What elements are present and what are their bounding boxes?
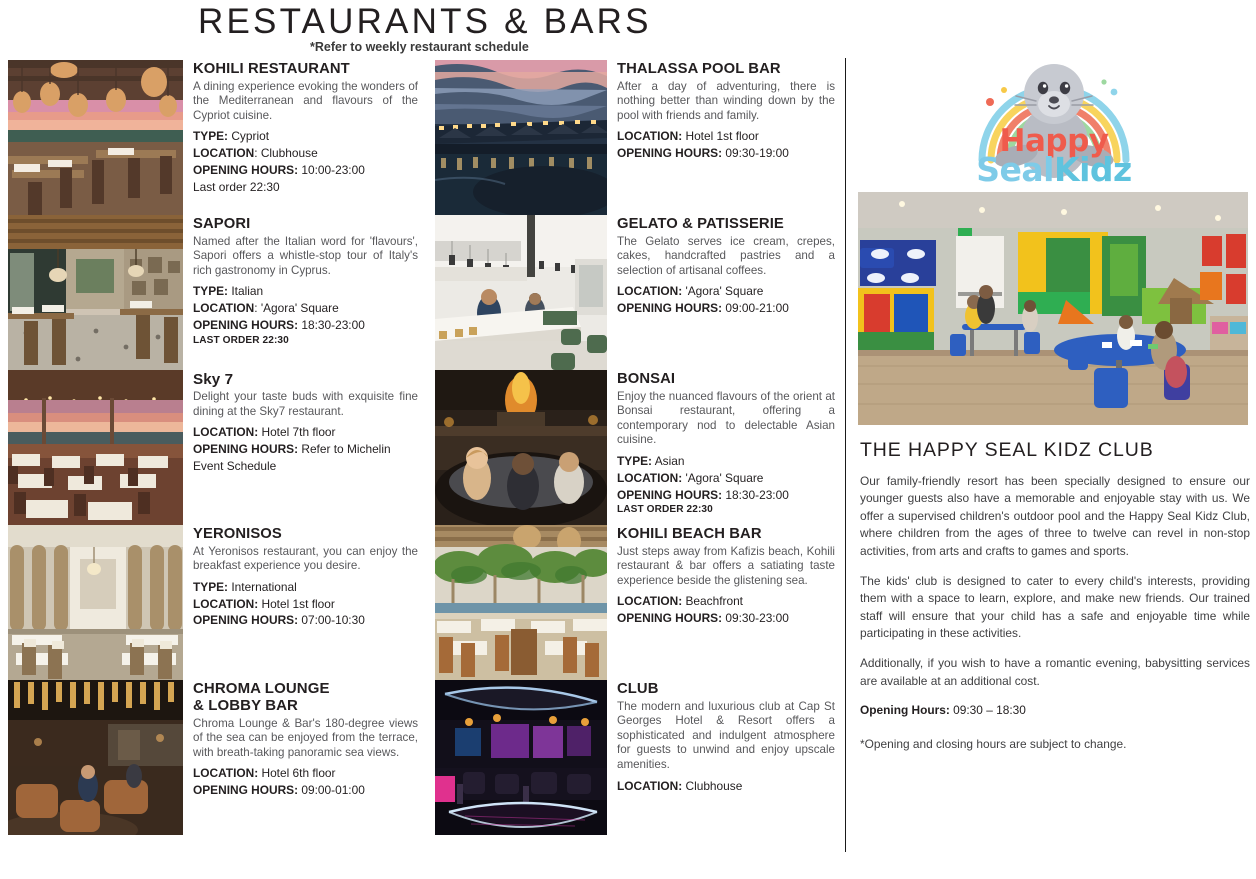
opening-hours-label: OPENING HOURS: [617, 301, 723, 316]
restaurant-name: BONSAI [617, 371, 676, 387]
opening-hours-value: 18:30-23:00 [301, 317, 365, 332]
restaurant-photo [8, 215, 183, 370]
type-value: Italian [231, 284, 264, 299]
location-value: Beachfront [682, 594, 743, 609]
location-value: Hotel 1st floor [258, 596, 335, 611]
restaurant-entry [435, 215, 835, 370]
restaurant-description: At Yeronisos restaurant, you can enjoy the breakfast experience you desire. [193, 544, 418, 573]
kids-club-photo-art [858, 192, 1248, 425]
opening-hours-value: 09:30 – 18:30 [949, 703, 1026, 718]
type-value: International [231, 579, 297, 594]
kids-club-paragraph: Our family-friendly resort has been specially designed to ensure our younger guests also have a memorable and enjoyable stay with us. We offer a supervised children's outdoor pool and the Happy Seal Kidz Club, where children from the ages of three to twelve can revel in non-stop activities, from arts and crafts to games and sports. [860, 474, 1250, 558]
location-value: Hotel 6th floor [258, 766, 336, 781]
restaurant-location [193, 300, 418, 317]
opening-hours-label: OPENING HOURS: [193, 162, 299, 177]
restaurant-opening-hours [617, 145, 835, 162]
location-value: 'Agora' Square [682, 470, 764, 485]
opening-hours-label: OPENING HOURS: [193, 441, 299, 456]
opening-hours-value: 09:30-19:00 [725, 146, 789, 161]
restaurant-entry [435, 680, 835, 835]
kohili-restaurant-terrace-sunset-art [8, 60, 183, 215]
restaurant-type [617, 453, 835, 470]
location-label: LOCATION [193, 146, 255, 161]
kids-club-photo [858, 192, 1248, 425]
restaurant-name: SAPORI [193, 216, 251, 232]
opening-hours-value: 09:00-01:00 [301, 783, 365, 798]
type-label: TYPE: [193, 284, 229, 299]
restaurant-photo [8, 525, 183, 680]
restaurant-entry [8, 60, 418, 215]
location-value: : 'Agora' Square [254, 301, 339, 316]
opening-hours-label: OPENING HOURS: [193, 613, 299, 628]
restaurant-entry [8, 525, 418, 680]
opening-hours-value: 18:30-23:00 [725, 487, 789, 502]
sapori-italian-dining-room-art [8, 215, 183, 370]
location-label: LOCATION: [193, 766, 259, 781]
thalassa-pool-bar-dusk-art [435, 60, 607, 215]
restaurant-description: Chroma Lounge & Bar's 180-degree views of the sea can be enjoyed from the terrace, with breath-taking panoramic sea views. [193, 716, 418, 759]
bonsai-teppanyaki-table-art [435, 370, 607, 525]
location-value: : Clubhouse [254, 146, 318, 161]
restaurant-entry [435, 370, 835, 525]
restaurant-location [617, 128, 835, 145]
opening-hours-label: OPENING HOURS: [617, 487, 723, 502]
kids-club-panel [858, 56, 1250, 751]
restaurant-description: The Gelato serves ice cream, crepes, cakes, handcrafted pastries and a selection of artisanal coffees. [617, 234, 835, 277]
logo-word-kidz: Kidz [1054, 150, 1132, 189]
location-label: LOCATION [193, 301, 255, 316]
kids-club-opening-hours [860, 703, 1250, 717]
restaurant-opening-hours [193, 162, 418, 179]
gelato-patisserie-counter-art [435, 215, 607, 370]
logo-word-seal: Seal [976, 150, 1054, 189]
kids-club-paragraph: Additionally, if you wish to have a romantic evening, babysitting services are available at an additional cost. [860, 656, 1250, 688]
restaurant-location [617, 470, 835, 487]
opening-hours-label: OPENING HOURS: [193, 317, 299, 332]
night-club-interior-art [435, 680, 607, 835]
restaurant-column-left [8, 60, 418, 835]
location-value: Hotel 1st floor [682, 129, 759, 144]
location-label: LOCATION: [193, 425, 259, 440]
restaurant-location [617, 778, 835, 795]
restaurant-opening-hours [617, 610, 835, 627]
restaurant-name: Sky 7 [193, 371, 234, 388]
page-title: RESTAURANTS & BARS [198, 2, 652, 41]
restaurant-description: After a day of adventuring, there is nothing better than winding down by the pool with friends and family. [617, 79, 835, 122]
restaurant-column-right [435, 60, 835, 835]
restaurant-opening-hours [193, 782, 418, 799]
opening-hours-label: Opening Hours: [860, 703, 950, 718]
restaurant-name: GELATO & PATISSERIE [617, 216, 784, 232]
kids-club-title: THE HAPPY SEAL KIDZ CLUB [860, 439, 1154, 461]
restaurant-description: Named after the Italian word for 'flavours', Sapori offers a whistle-stop tour of Italy's rich gastronomy in Cyprus. [193, 234, 418, 277]
restaurant-description: Delight your taste buds with exquisite fine dining at the Sky7 restaurant. [193, 390, 418, 418]
opening-hours-label: OPENING HOURS: [617, 611, 723, 626]
restaurant-entry [435, 525, 835, 680]
restaurant-opening-hours [617, 487, 835, 504]
restaurant-type [193, 579, 418, 596]
opening-hours-value: 10:00-23:00 [301, 162, 365, 177]
kohili-beach-bar-seaside-art [435, 525, 607, 680]
opening-hours-label: OPENING HOURS: [193, 783, 299, 798]
restaurant-photo [8, 60, 183, 215]
restaurant-location [193, 596, 418, 613]
restaurant-photo [435, 525, 607, 680]
logo-word-happy: Happy [999, 123, 1109, 159]
location-label: LOCATION: [193, 596, 259, 611]
restaurant-photo [435, 215, 607, 370]
restaurant-photo [435, 370, 607, 525]
restaurant-photo [8, 370, 183, 525]
restaurant-name: YERONISOS [193, 526, 282, 542]
restaurant-entry [435, 60, 835, 215]
restaurant-location [193, 765, 418, 782]
restaurant-type [193, 283, 418, 300]
restaurant-name-line: CHROMA LOUNGE [193, 680, 330, 697]
restaurant-name: KOHILI BEACH BAR [617, 526, 762, 542]
restaurant-entry [8, 680, 418, 835]
restaurant-location [617, 283, 835, 300]
restaurant-photo [435, 60, 607, 215]
type-value: Asian [654, 453, 685, 468]
opening-hours-value: Refer to Michelin Event Schedule [193, 441, 391, 473]
restaurant-opening-hours [193, 317, 418, 334]
restaurant-photo [435, 680, 607, 835]
location-label: LOCATION: [617, 594, 683, 609]
restaurant-opening-hours [193, 612, 418, 629]
chroma-lounge-interior-art [8, 680, 183, 835]
location-label: LOCATION: [617, 284, 683, 299]
restaurant-location [617, 593, 835, 610]
restaurant-name-line: & LOBBY BAR [193, 696, 298, 714]
location-label: LOCATION: [617, 778, 683, 793]
restaurant-name [193, 681, 418, 715]
restaurant-description: Enjoy the nuanced flavours of the orient at Bonsai restaurant, offering a contemporary nod to delectable Asian cuisine. [617, 389, 835, 447]
restaurant-last-order: LAST ORDER 22:30 [617, 504, 713, 516]
type-label: TYPE: [193, 129, 229, 144]
opening-hours-value: 09:00-21:00 [725, 301, 789, 316]
restaurant-name: CLUB [617, 681, 659, 697]
restaurant-last-order: LAST ORDER 22:30 [193, 334, 289, 346]
restaurant-entry [8, 215, 418, 370]
restaurant-name: KOHILI RESTAURANT [193, 61, 350, 77]
location-value: 'Agora' Square [682, 284, 764, 299]
opening-hours-value: 07:00-10:30 [301, 613, 365, 628]
restaurant-description: The modern and luxurious club at Cap St Georges Hotel & Resort offers a sophisticated and indulgent atmosphere for guests to unwind and enjoy upscale amenities. [617, 699, 835, 771]
restaurant-last-order: Last order 22:30 [193, 179, 280, 194]
location-value: Hotel 7th floor [258, 425, 336, 440]
page-subtitle: *Refer to weekly restaurant schedule [310, 40, 529, 54]
restaurant-photo [8, 680, 183, 835]
type-label: TYPE: [617, 453, 653, 468]
sky7-rooftop-fine-dining-art [8, 370, 183, 525]
page-header [0, 0, 845, 56]
restaurant-opening-hours [193, 441, 418, 475]
opening-hours-value: 09:30-23:00 [725, 611, 789, 626]
location-value: Clubhouse [682, 778, 743, 793]
restaurant-description: Just steps away from Kafizis beach, Kohili restaurant & bar offers a satiating taste experience beside the glistening sea. [617, 544, 835, 587]
restaurant-description: A dining experience evoking the wonders of the Mediterranean and flavours of the Cypriot cuisine. [193, 79, 418, 122]
restaurant-location [193, 145, 418, 162]
restaurant-location [193, 424, 418, 441]
kids-club-note: *Opening and closing hours are subject to change. [860, 737, 1127, 752]
yeronisos-breakfast-hall-art [8, 525, 183, 680]
restaurant-name: THALASSA POOL BAR [617, 61, 781, 77]
location-label: LOCATION: [617, 129, 683, 144]
restaurant-type [193, 128, 418, 145]
restaurant-opening-hours [617, 300, 835, 317]
location-label: LOCATION: [617, 470, 683, 485]
vertical-divider [845, 58, 846, 852]
type-value: Cypriot [231, 129, 270, 144]
happy-seal-logo [954, 56, 1154, 189]
opening-hours-label: OPENING HOURS: [617, 146, 723, 161]
kids-club-paragraph: The kids' club is designed to cater to every child's interests, providing them with a space to learn, explore, and make new friends. Our trained staff will ensure that your child has a safe and enjoyable time while participating in these activities. [860, 573, 1250, 640]
type-label: TYPE: [193, 579, 229, 594]
restaurant-entry [8, 370, 418, 525]
